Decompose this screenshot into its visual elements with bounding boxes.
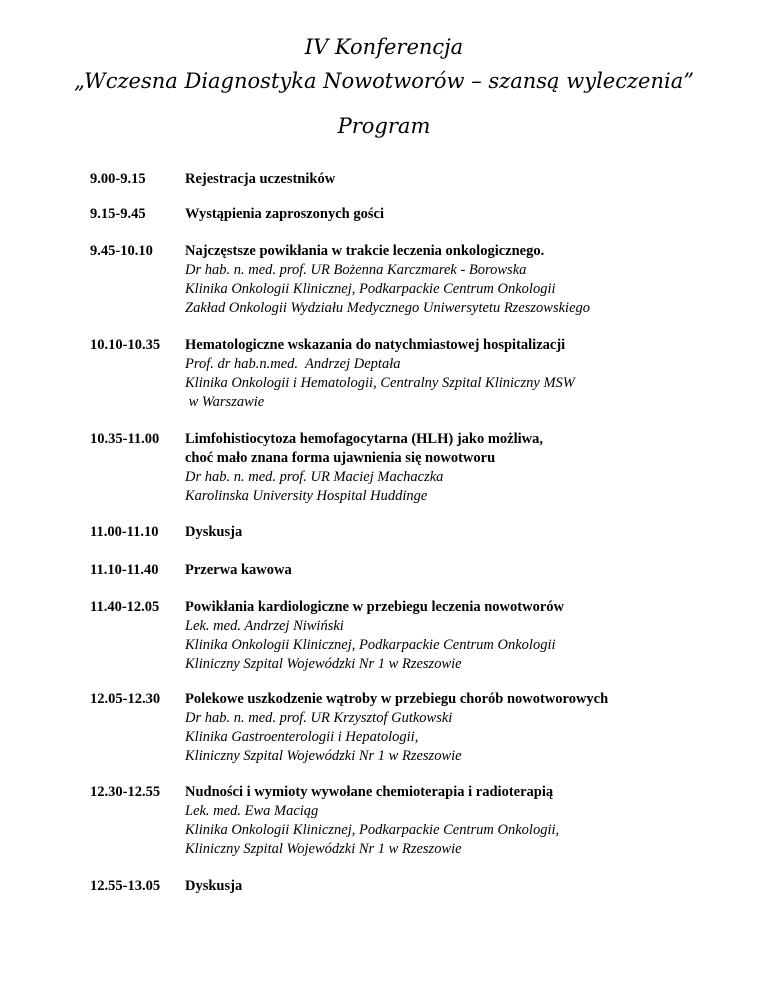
entry-title: Powikłania kardiologiczne w przebiegu leczenia nowotworów [185,599,564,615]
entry-content [185,336,745,412]
entry-content [185,877,745,896]
entry-time: 12.30-12.55 [90,784,161,800]
speaker-affiliation: Kliniczny Szpital Wojewódzki Nr 1 w Rzeszowie [185,656,462,672]
speaker-name: Dr hab. n. med. prof. UR Maciej Machaczka [185,469,444,485]
speaker-name: Lek. med. Andrzej Niwiński [185,618,344,634]
entry-time: 11.00-11.10 [90,524,159,540]
entry-time: 12.55-13.05 [90,878,161,894]
entry-time: 10.35-11.00 [90,431,160,447]
entry-time: 9.00-9.15 [90,171,146,187]
entry-time: 12.05-12.30 [90,691,161,707]
speaker-affiliation: w Warszawie [185,394,265,410]
entry-time: 11.40-12.05 [90,599,160,615]
program-heading: Program [337,114,431,138]
title-line-1: IV Konferencja [304,35,464,59]
entry-title: Najczęstsze powikłania w trakcie leczenia onkologicznego. [185,243,545,259]
entry-title: Dyskusja [185,878,243,894]
entry-title: Polekowe uszkodzenie wątroby w przebiegu chorób nowotworowych [185,691,609,707]
speaker-affiliation: Klinika Onkologii Klinicznej, Podkarpackie Centrum Onkologii [185,637,556,653]
speaker-name: Prof. dr hab.n.med. Andrzej Deptała [185,356,401,372]
speaker-name: Dr hab. n. med. prof. UR Krzysztof Gutkowski [185,710,453,726]
entry-title: Wystąpienia zaproszonych gości [185,206,384,222]
speaker-name: Lek. med. Ewa Maciąg [185,803,319,819]
title-line-2: „Wczesna Diagnostyka Nowotworów – szansą wyleczenia” [74,69,694,93]
speaker-affiliation: Klinika Onkologii i Hematologii, Centralny Szpital Kliniczny MSW [185,375,575,391]
speaker-name: Dr hab. n. med. prof. UR Bożenna Karczmarek - Borowska [185,262,527,278]
speaker-affiliation: Zakład Onkologii Wydziału Medycznego Uniwersytetu Rzeszowskiego [185,300,591,316]
speaker-affiliation: Klinika Gastroenterologii i Hepatologii, [185,729,419,745]
entry-title: Rejestracja uczestników [185,171,336,187]
entry-content [185,170,745,189]
speaker-affiliation: Karolinska University Hospital Huddinge [185,488,428,504]
entry-content [185,598,745,674]
entry-title: Limfohistiocytoza hemofagocytarna (HLH) jako możliwa, [185,431,544,447]
entry-time: 10.10-10.35 [90,337,161,353]
entry-content [185,690,745,766]
entry-content [185,430,745,506]
entry-time: 11.10-11.40 [90,562,159,578]
entry-time: 9.45-10.10 [90,243,153,259]
entry-content [185,561,745,580]
conference-title [0,30,768,98]
speaker-affiliation: Kliniczny Szpital Wojewódzki Nr 1 w Rzeszowie [185,841,462,857]
entry-content [185,242,745,318]
entry-title: choć mało znana forma ujawnienia się nowotworu [185,450,496,466]
entry-title: Hematologiczne wskazania do natychmiastowej hospitalizacji [185,337,566,353]
speaker-affiliation: Klinika Onkologii Klinicznej, Podkarpackie Centrum Onkologii, [185,822,560,838]
speaker-affiliation: Kliniczny Szpital Wojewódzki Nr 1 w Rzeszowie [185,748,462,764]
speaker-affiliation: Klinika Onkologii Klinicznej, Podkarpackie Centrum Onkologii [185,281,556,297]
entry-content [185,523,745,542]
entry-content [185,783,745,859]
entry-title: Nudności i wymioty wywołane chemioterapia i radioterapią [185,784,554,800]
entry-title: Przerwa kawowa [185,562,292,578]
entry-title: Dyskusja [185,524,243,540]
entry-content [185,205,745,224]
entry-time: 9.15-9.45 [90,206,146,222]
